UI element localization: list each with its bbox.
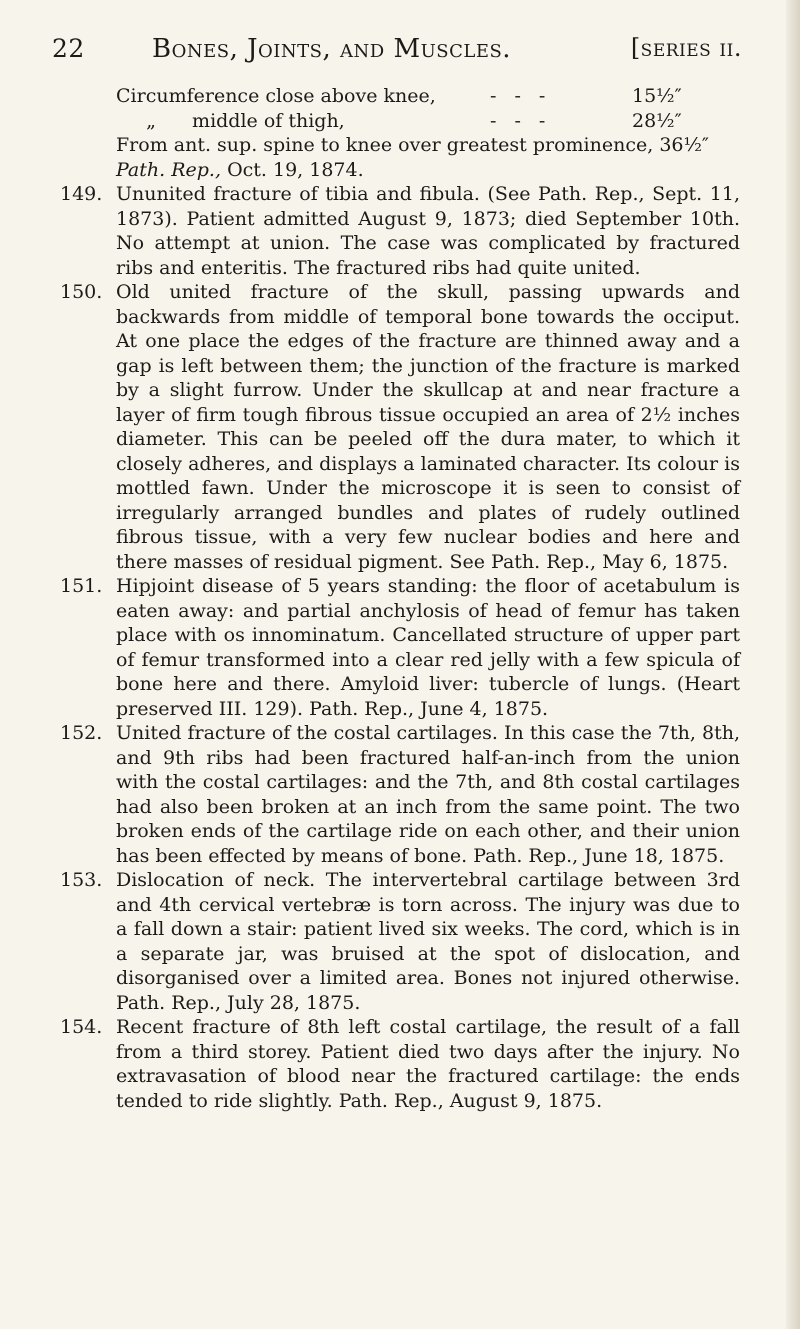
entry-text: United fracture of the costal cartilages. In this case the 7th, 8th, and 9th ribs had been fractured half-an-inch from the union with the costal cartilages: and the 7th, and 8th costal cartilages had also been broken at an inch from the same point. The two broken ends of the cartilage ride on each other, and their union has been effected by means of bone. Path. Rep., June 18, 1875. <box>116 722 740 867</box>
measurement-label-group <box>116 133 709 158</box>
entry-number: 149. <box>60 183 103 205</box>
catalogue-entry <box>60 574 740 721</box>
catalogue-entry <box>60 182 740 280</box>
entry-number: 150. <box>60 281 103 303</box>
measurement-row <box>60 84 740 109</box>
measurement-label-group <box>116 109 345 134</box>
measurement-value: 28½″ <box>632 109 682 132</box>
entry-number: 154. <box>60 1016 103 1038</box>
source-reference: Path. Rep., <box>116 158 222 181</box>
measurement-value: 36½″ <box>659 134 710 156</box>
measurement-value: 15½″ <box>632 85 682 107</box>
measurement-dots: - - - <box>490 85 552 107</box>
catalogue-entry <box>60 721 740 868</box>
entry-text: Hipjoint disease of 5 years standing: the floor of acetabulum is eaten away: and partial anchylosis of head of femur has taken place with os innominatum. Cancellated structure of upper part of femur transformed into a clear red jelly with a few spicula of bone here and there. Amyloid liver: tubercle of lungs. (Heart preserved III. 129). Path. Rep., June 4, 1875. <box>116 575 740 720</box>
measurement-row <box>60 109 740 134</box>
entry-number: 152. <box>60 722 103 744</box>
entry-number: 151. <box>60 575 103 597</box>
running-title: Bones, Joints, and Muscles. <box>152 34 512 64</box>
ditto-mark: „ <box>146 109 156 132</box>
entry-number: 153. <box>60 869 103 891</box>
measurement-source <box>60 158 740 183</box>
page-header <box>52 28 742 68</box>
measurement-dots: - - - <box>490 109 552 132</box>
catalogue-entry <box>60 868 740 1015</box>
entry-text: Recent fracture of 8th left costal cartilage, the result of a fall from a third storey. Patient died two days after the injury. No extravasation of blood near the fractured cartilage: the ends tended to ride slightly. Path. Rep., August 9, 1875. <box>116 1016 740 1112</box>
entry-text: Old united fracture of the skull, passing upwards and backwards from middle of temporal bone towards the occiput. At one place the edges of the fracture are thinned away and a gap is left between them; the junction of the fracture is marked by a slight furrow. Under the skullcap at and near fracture a layer of firm tough fibrous tissue occupied an area of 2½ inches diameter. This can be peeled off the dura mater, to which it closely adheres, and displays a laminated character. Its colour is mottled fawn. Under the microscope it is seen to consist of irregularly arranged bundles and plates of rudely outlined fibrous tissue, with a very few nuclear bodies and here and there masses of residual pigment. See Path. Rep., May 6, 1875. <box>116 281 740 573</box>
measurement-label: middle of thigh, <box>192 109 345 132</box>
measurement-label: Circumference close above knee, <box>116 85 436 107</box>
measurement-label: From ant. sup. spine to knee over greatest prominence, <box>116 134 654 156</box>
measurement-row <box>60 133 740 158</box>
entry-text: Dislocation of neck. The intervertebral cartilage between 3rd and 4th cervical vertebræ is torn across. The injury was due to a fall down a stair: patient lived six weeks. The cord, which is in a separate jar, was bruised at the spot of dislocation, and disorganised over a limited area. Bones not injured otherwise. Path. Rep., July 28, 1875. <box>116 869 740 1014</box>
source-date: Oct. 19, 1874. <box>227 158 364 181</box>
catalogue-entry <box>60 280 740 574</box>
page-number: 22 <box>52 34 85 63</box>
entry-text: Ununited fracture of tibia and fibula. (See Path. Rep., Sept. 11, 1873). Patient admitted August 9, 1873; died September 10th. No attempt at union. The case was complicated by fractured ribs and enteritis. The fractured ribs had quite united. <box>116 183 740 279</box>
page-edge-shadow <box>786 0 800 1329</box>
page-body <box>60 84 740 1113</box>
catalogue-entry <box>60 1015 740 1113</box>
series-label: [series ii. <box>630 34 742 62</box>
